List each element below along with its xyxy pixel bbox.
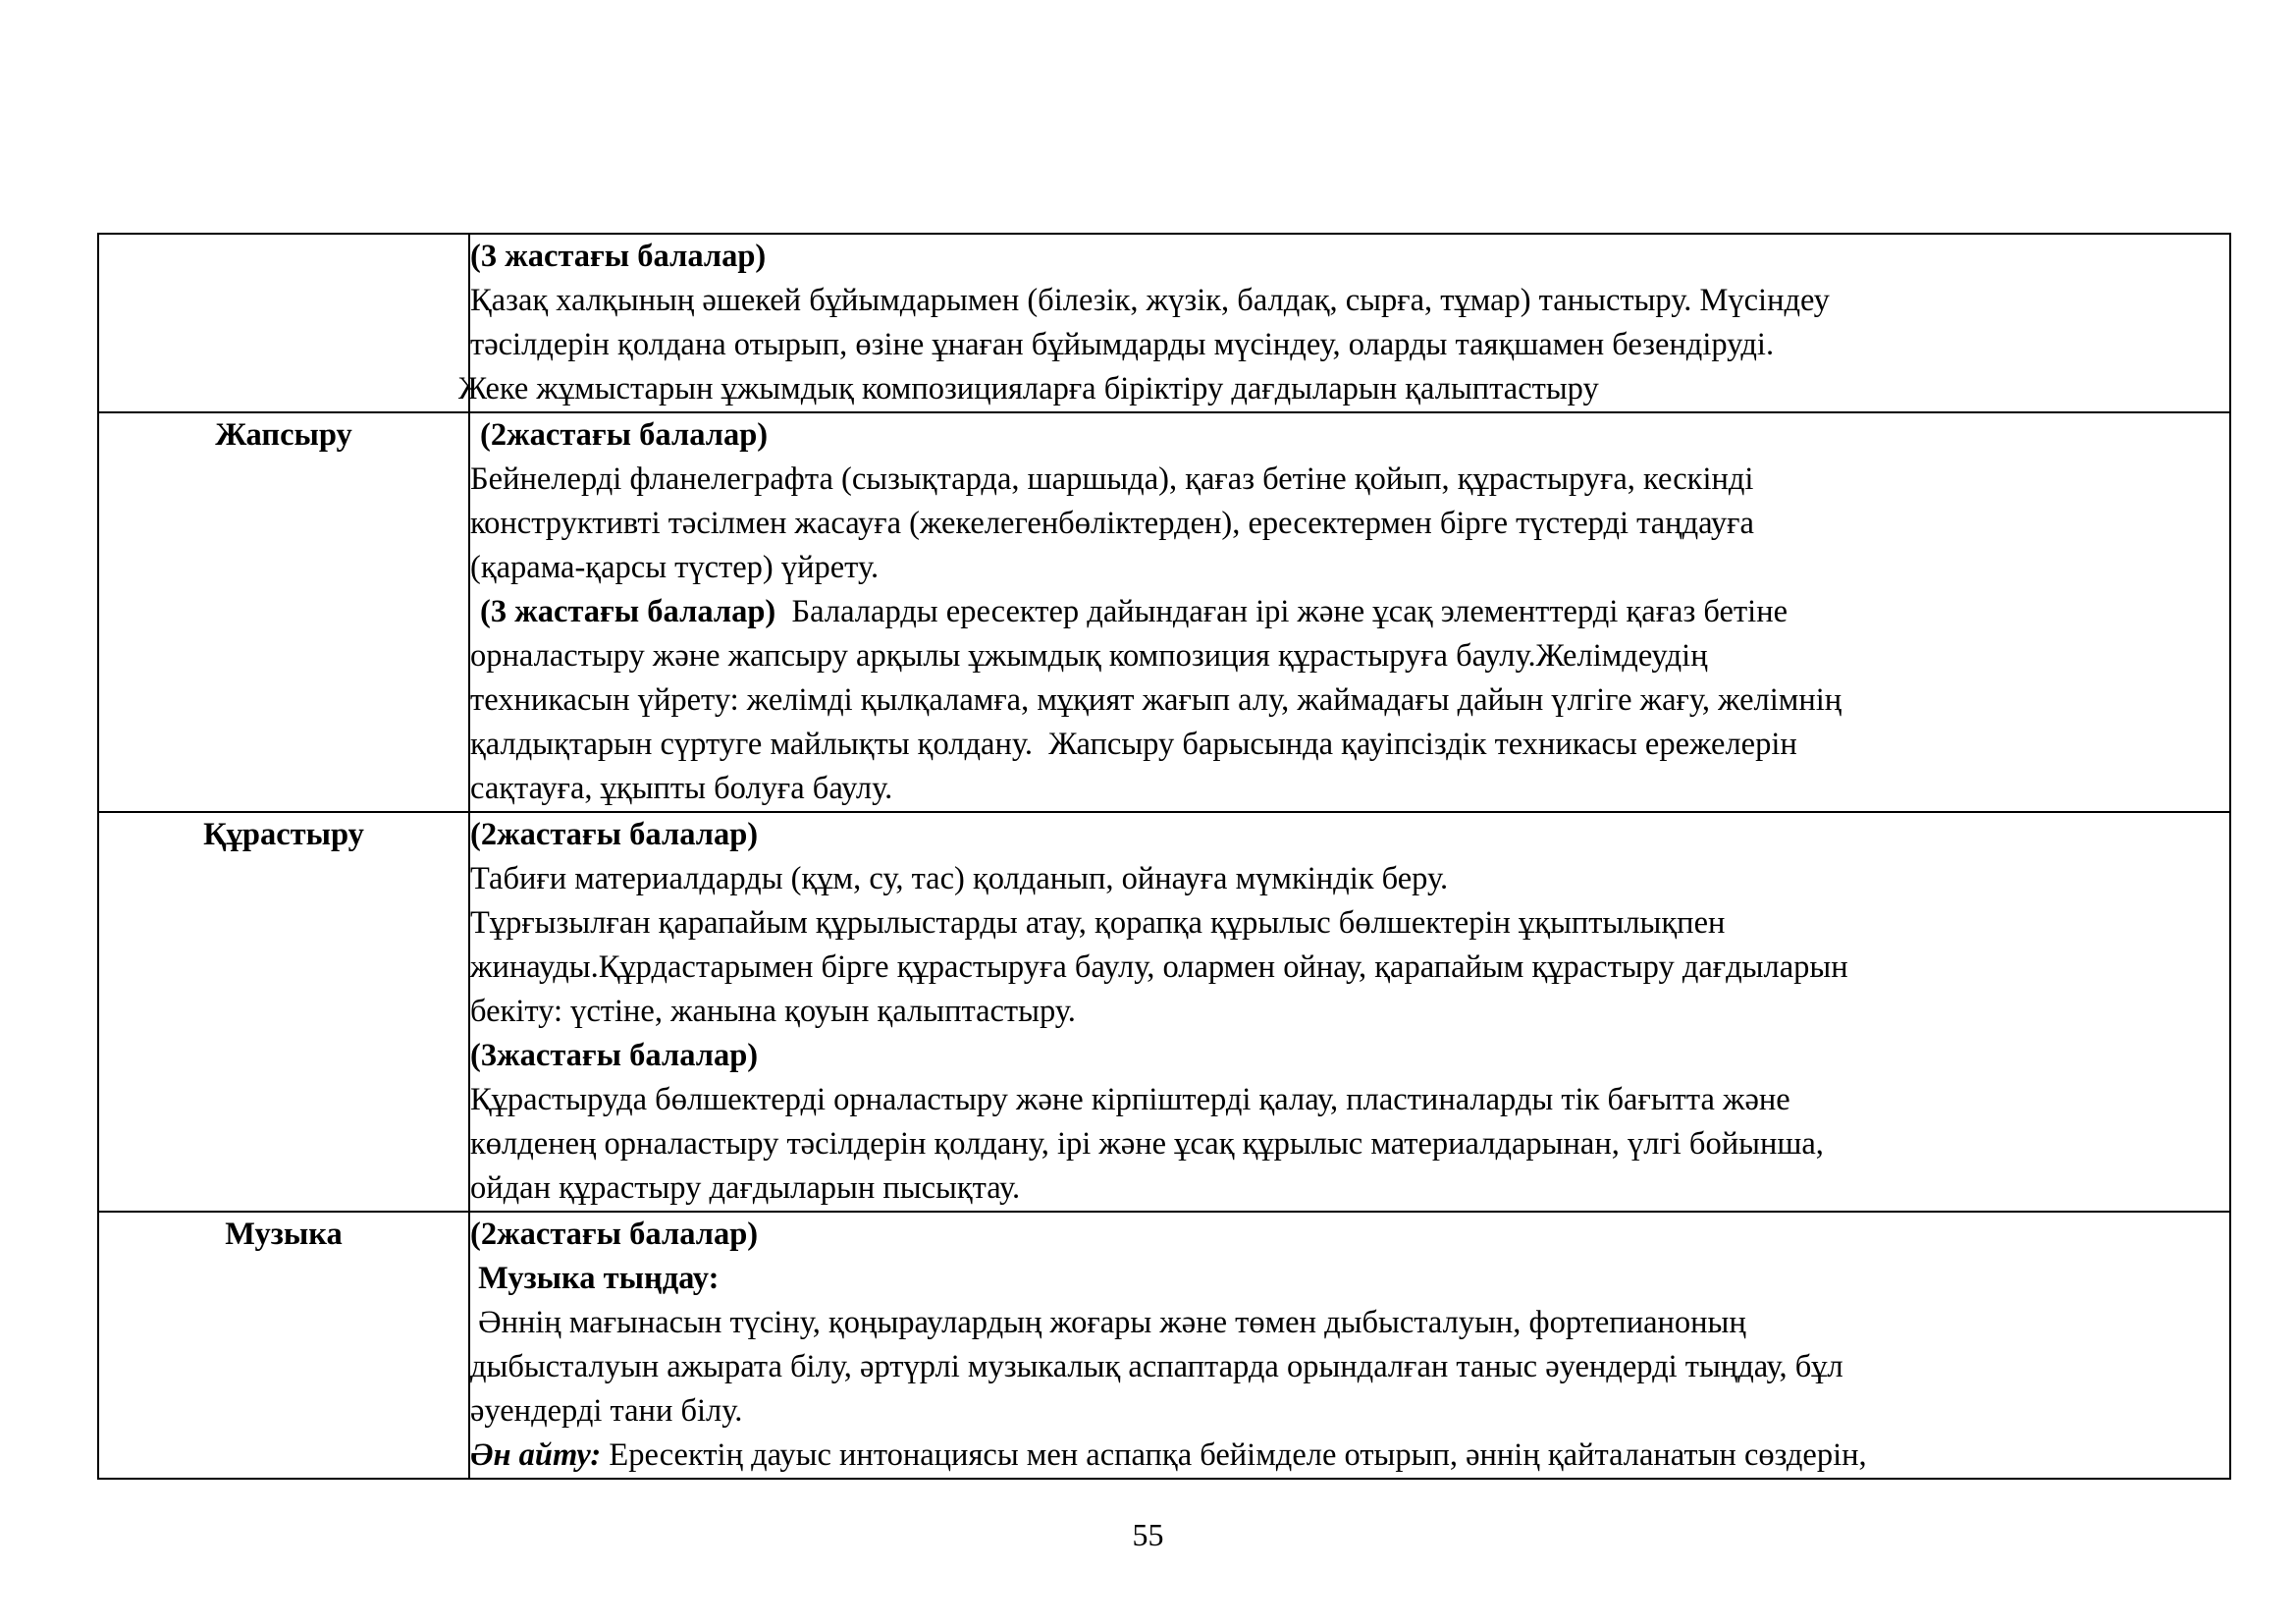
table-row bbox=[98, 1212, 2230, 1479]
content-cell bbox=[458, 234, 2230, 412]
content-line: (қарама-қарсы түстер) үйрету. bbox=[470, 550, 880, 585]
content-text: Балаларды ересектер дайындаған ірі және ұсақ элементтерді қағаз бетіне bbox=[775, 594, 1789, 629]
content-line: жинауды.Құрдастарымен бірге құрастыруға баулу, олармен ойнау, қарапайым құрастыру дағдыларын bbox=[470, 949, 1848, 985]
content-line: конструктивті тәсілмен жасауға (жекелегенбөліктерден), ересектермен бірге түстерді таңдауға bbox=[470, 506, 1754, 541]
content-line: Қазақ халқының әшекей бұйымдарымен (білезік, жүзік, балдақ, сырға, тұмар) таныстыру. Мүсіндеу bbox=[470, 283, 1830, 318]
age-group-heading: (2жастағы балалар) bbox=[470, 817, 759, 852]
content-line: Табиғи материалдарды (құм, су, тас) қолданып, ойнауға мүмкіндік беру. bbox=[470, 861, 1449, 896]
age-group-heading: (3 жастағы балалар) bbox=[480, 594, 776, 629]
content-line: Құрастыруда бөлшектерді орналастыру және кірпіштерді қалау, пластиналарды тік бағытта және bbox=[470, 1082, 1790, 1117]
content-text: Ересектің дауыс интонациясы мен аспапқа бейімделе отырып, әннің қайталанатын сөздерін, bbox=[601, 1437, 1867, 1473]
content-line: бекіту: үстіне, жанына қоуын қалыптастыру. bbox=[470, 994, 1076, 1029]
content-line: сақтауға, ұқыпты болуға баулу. bbox=[470, 771, 893, 806]
content-line: техникасын үйрету: желімді қылқаламға, мұқият жағып алу, жаймадағы дайын үлгіге жағу, желімнің bbox=[470, 682, 1842, 718]
content-cell bbox=[469, 812, 2230, 1212]
curriculum-table bbox=[97, 233, 2231, 1480]
age-group-heading: (3жастағы балалар) bbox=[470, 1038, 759, 1073]
content-line: тәсілдерін қолдана отырып, өзіне ұнаған бұйымдарды мүсіндеу, оларды таяқшамен безендіруді. bbox=[470, 327, 1775, 362]
content-line: ойдан құрастыру дағдыларын пысықтау. bbox=[470, 1170, 1021, 1206]
content-cell bbox=[469, 1212, 2230, 1479]
subsection-heading: Музыка тыңдау: bbox=[470, 1261, 720, 1296]
table-row bbox=[98, 234, 2230, 412]
content-cell bbox=[469, 412, 2230, 812]
age-group-heading: (2жастағы балалар) bbox=[470, 1217, 759, 1252]
content-line: Жеке жұмыстарын ұжымдық композицияларға біріктіру дағдыларын қалыптастыру bbox=[458, 371, 1599, 406]
subject-cell: Жапсыру bbox=[98, 412, 469, 812]
content-line: қалдықтарын сүртуге майлықты қолдану. Жапсыру барысында қауіпсіздік техникасы ережелерін bbox=[470, 727, 1797, 762]
age-group-heading: (3 жастағы балалар) bbox=[470, 239, 767, 274]
subsection-heading: Ән айту: bbox=[470, 1437, 602, 1473]
content-line: әуендерді тани білу. bbox=[470, 1393, 743, 1429]
content-line: дыбысталуын ажырата білу, әртүрлі музыкалық аспаптарда орындалған таныс әуендерді тыңдау, бұл bbox=[470, 1349, 1843, 1384]
content-line: орналастыру және жапсыру арқылы ұжымдық композиция құрастыруға баулу.Желімдеудің bbox=[470, 638, 1708, 674]
age-group-heading: (2жастағы балалар) bbox=[480, 417, 769, 453]
page-number: 55 bbox=[1132, 1517, 1164, 1552]
subject-cell: Музыка bbox=[98, 1212, 469, 1479]
content-line: көлденең орналастыру тәсілдерін қолдану, ірі және ұсақ құрылыс материалдарынан, үлгі бойынша, bbox=[470, 1126, 1824, 1162]
table-row bbox=[98, 812, 2230, 1212]
content-line bbox=[470, 1434, 2229, 1478]
subject-cell: Құрастыру bbox=[98, 812, 469, 1212]
subject-cell bbox=[98, 234, 469, 412]
table-row bbox=[98, 412, 2230, 812]
content-line: Тұрғызылған қарапайым құрылыстарды атау, қорапқа құрылыс бөлшектерін ұқыптылықпен bbox=[470, 905, 1726, 941]
content-line: Бейнелерді фланелеграфта (сызықтарда, шаршыда), қағаз бетіне қойып, құрастыруға, кескінді bbox=[470, 461, 1754, 497]
content-line: Әннің мағынасын түсіну, қоңыраулардың жоғары және төмен дыбысталуын, фортепианоның bbox=[470, 1305, 1746, 1340]
content-line bbox=[470, 590, 2229, 634]
